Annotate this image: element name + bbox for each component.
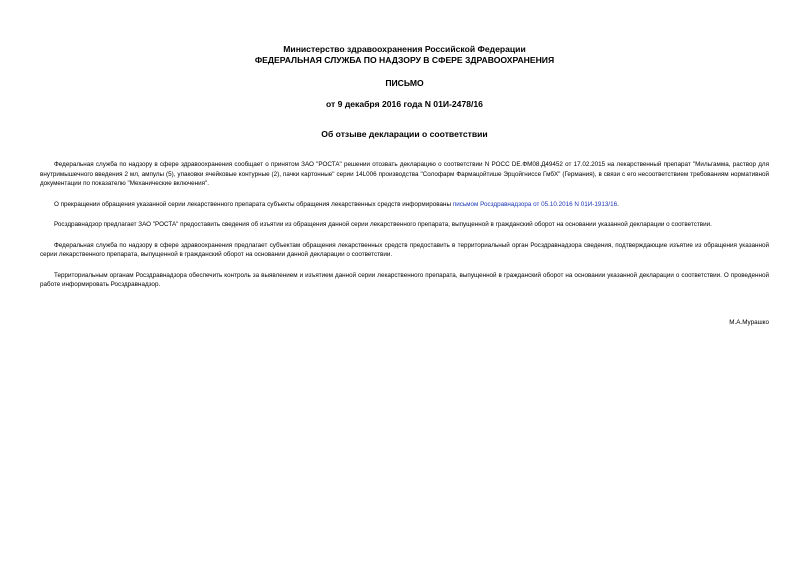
document-page [40,44,769,327]
document-date-number: от 9 декабря 2016 года N 01И-2478/16 [326,99,483,109]
paragraph-2-end: . [617,200,619,208]
document-body [40,160,769,290]
reference-letter-link[interactable]: письмом Росздравнадзора от 05.10.2016 N 01И-1913/16 [452,200,618,208]
paragraph-1: Федеральная служба по надзору в сфере здравоохранения сообщает о принятом ЗАО "РОСТА" решении отозвать декларацию о соответствии N РОСС DE.ФМ08.Д49452 от 17.02.2015 на лекарственный препарат "Мильгамма, раствор для внутримышечного введения 2 мл, ампулы (5), упаковки ячейковые контурные (2), пачки картонные" серии 14L006 производства "Солофарм Фармацойтише Эрцойгниссе ГмбХ" (Германия), в связи с его несоответствием требованиям нормативной документации по показателю "Механические включения". [40,161,769,187]
paragraph-3: Росздравнадзор предлагает ЗАО "РОСТА" предоставить сведения об изъятии из обращения данной серии лекарственного препарата, выпущенной в гражданский оборот на основании указанной декларации о соответствии. [54,221,712,228]
ministry-name: Министерство здравоохранения Российской Федерации [283,44,526,54]
document-type: ПИСЬМО [385,78,424,88]
signature: М.А.Мурашко [729,318,769,326]
service-name: ФЕДЕРАЛЬНАЯ СЛУЖБА ПО НАДЗОРУ В СФЕРЕ ЗДРАВООХРАНЕНИЯ [254,55,555,65]
paragraph-5: Территориальным органам Росздравнадзора обеспечить контроль за выявлением и изъятием данной серии лекарственного препарата, выпущенной в гражданский оборот на основании указанной декларации о соответствии. О проведенной работе информировать Росздравнадзор. [40,271,769,288]
paragraph-2 [40,200,769,210]
paragraph-2-text: О прекращении обращения указанной серии лекарственного препарата субъекты обращения лекарственных средств информированы [54,200,453,208]
paragraph-4: Федеральная служба по надзору в сфере здравоохранения предлагает субъектам обращения лекарственных средств предоставить в территориальный орган Росздравнадзора сведения, подтверждающие изъятие из обращения указанной серии лекарственного препарата, выпущенной в гражданский оборот на основании данной декларации о соответствии. [40,241,769,258]
document-subject: Об отзыве декларации о соответствии [321,129,488,139]
